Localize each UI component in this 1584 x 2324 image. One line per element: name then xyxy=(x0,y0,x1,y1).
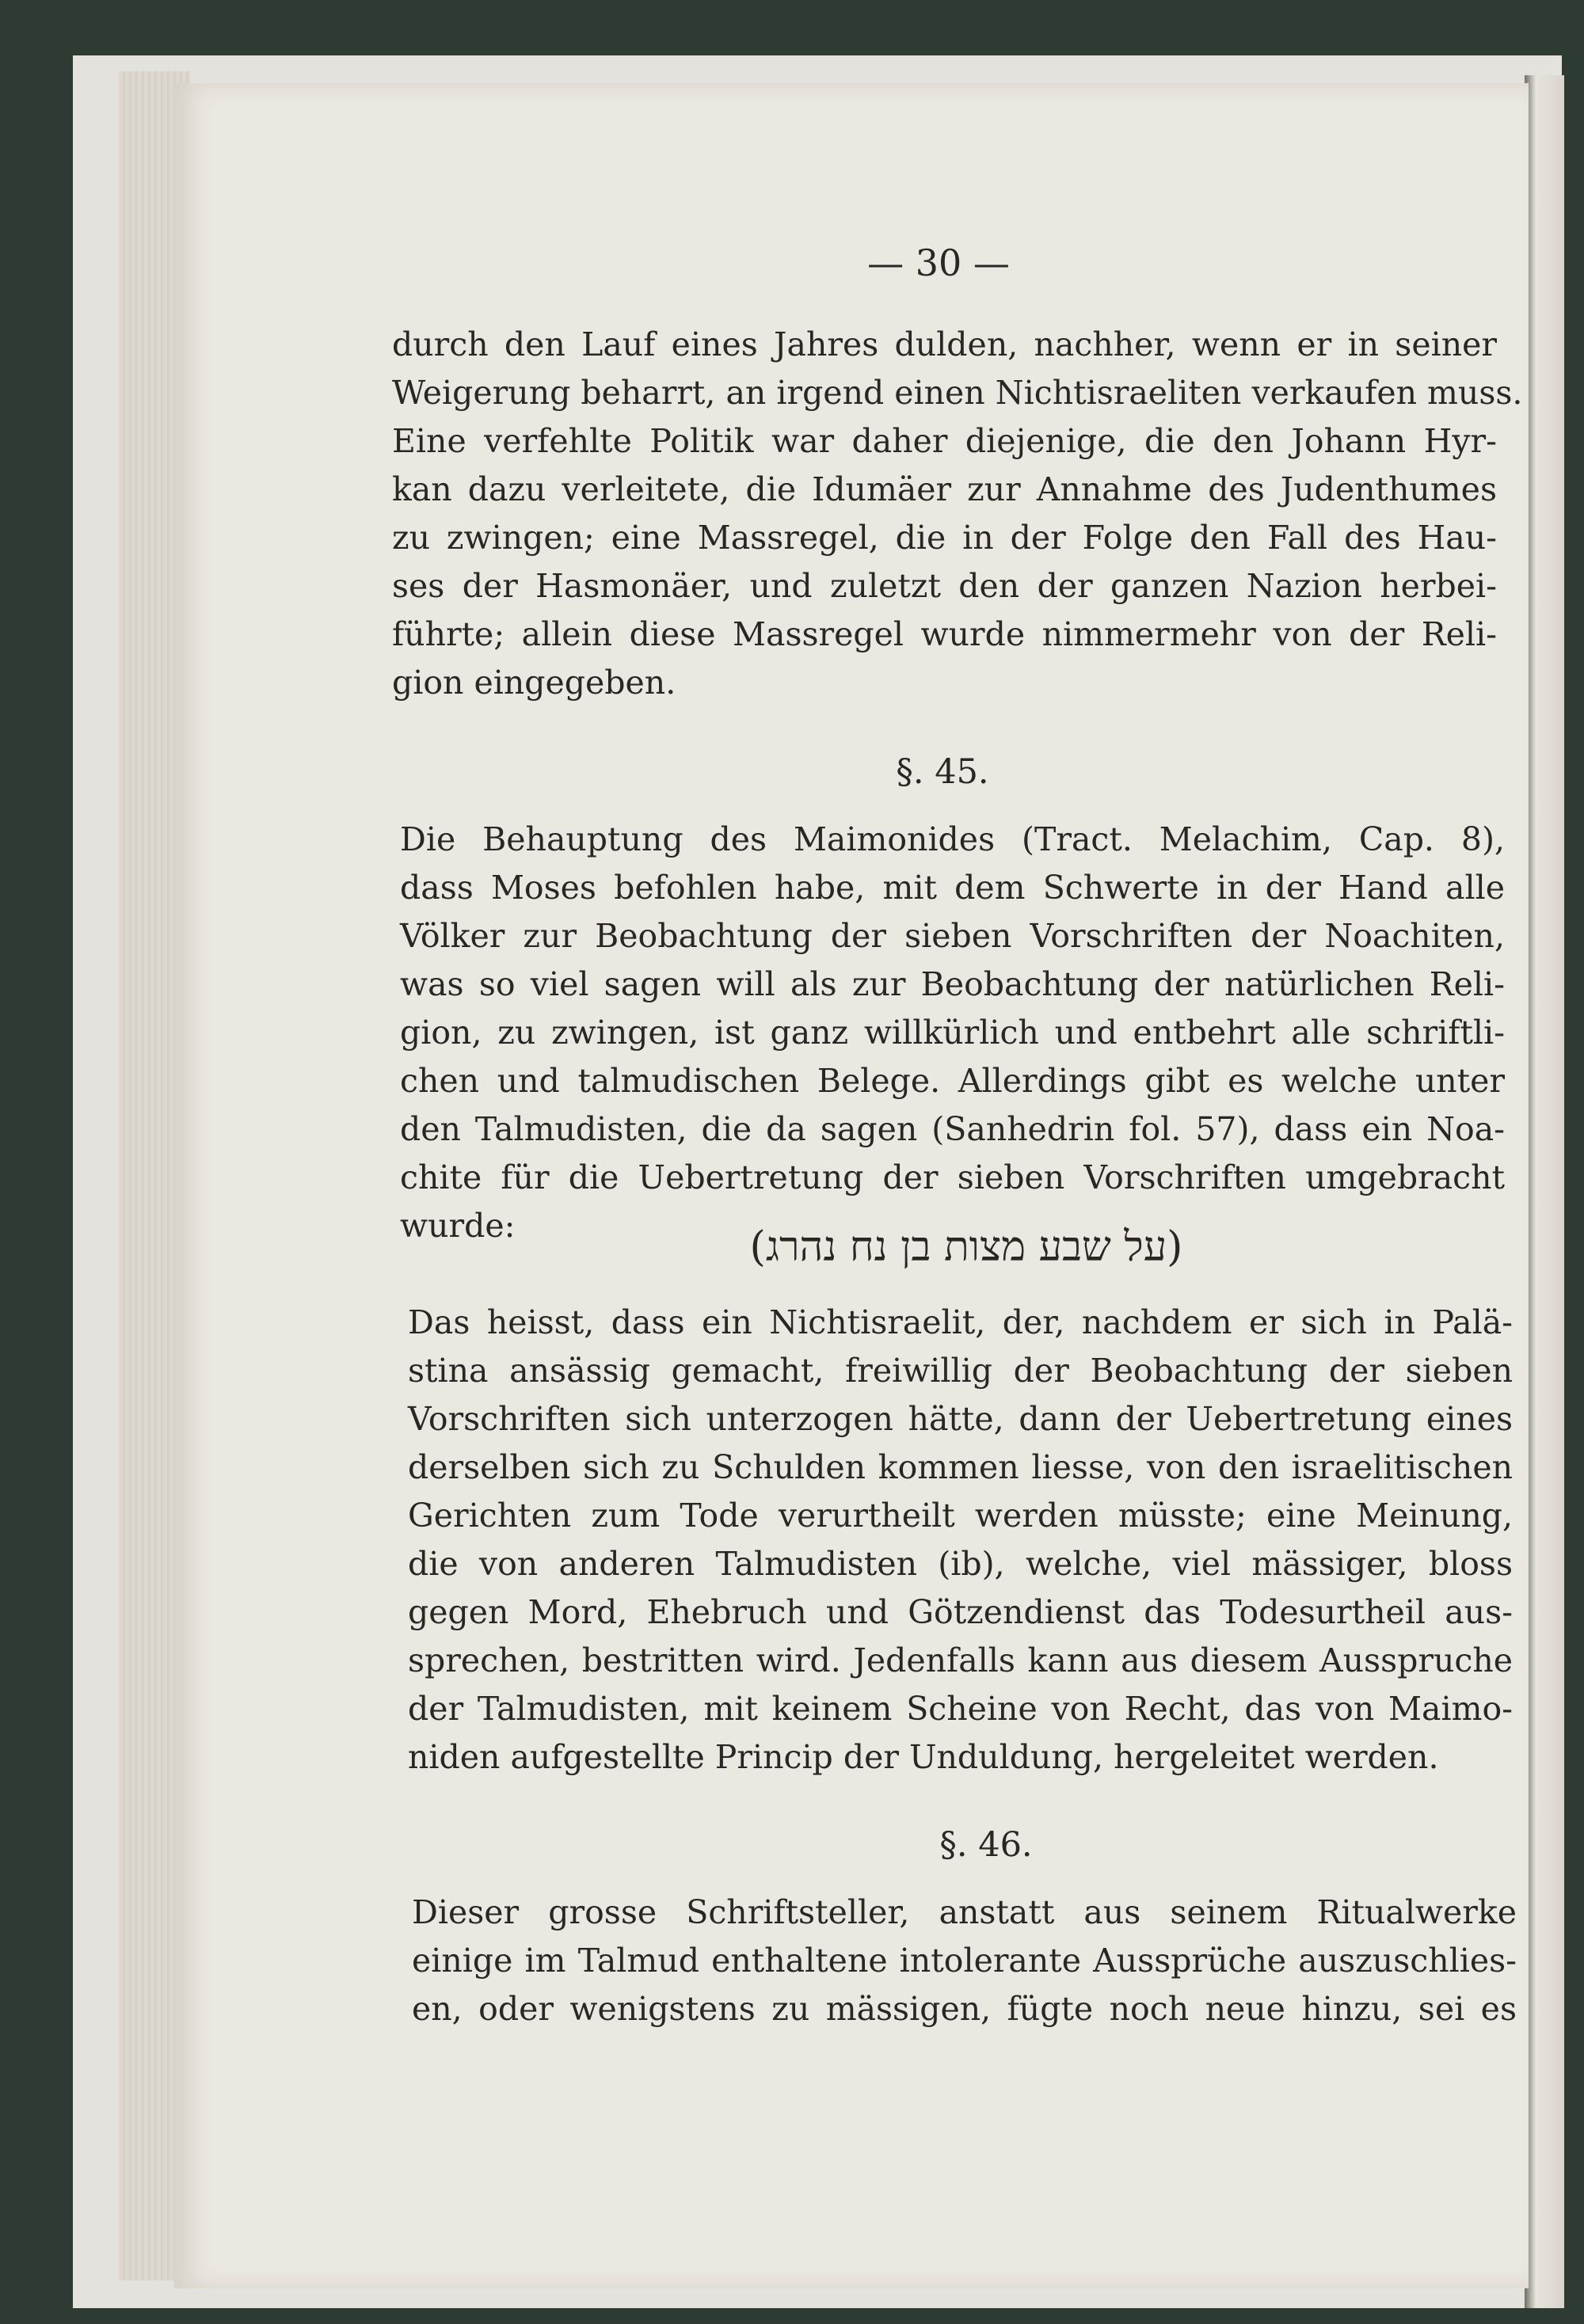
paragraph-3 xyxy=(408,1299,1513,1782)
text-line: gion eingegeben. xyxy=(392,664,676,702)
text-line: zu zwingen; eine Massregel, die in der Folge den Fall des Hau- xyxy=(392,519,1497,557)
right-page-edge xyxy=(1525,75,1564,2308)
text-line: den Talmudisten, die da sagen (Sanhedrin fol. 57), dass ein Noa- xyxy=(400,1110,1505,1148)
text-line: Das heisst, dass ein Nichtisraelit, der, nachdem er sich in Palä- xyxy=(408,1303,1513,1341)
text-line: Eine verfehlte Politik war daher diejenige, die den Johann Hyr- xyxy=(392,422,1497,460)
paragraph-4 xyxy=(412,1888,1517,2033)
section-heading-46: §. 46. xyxy=(939,1825,1033,1865)
text-line: derselben sich zu Schulden kommen liesse, von den israelitischen xyxy=(408,1448,1513,1486)
text-line: gion, zu zwingen, ist ganz willkürlich und entbehrt alle schriftli- xyxy=(400,1014,1505,1052)
text-line: wurde: xyxy=(400,1207,516,1245)
paragraph-2 xyxy=(400,816,1505,1250)
text-line: chen und talmudischen Belege. Allerdings gibt es welche unter xyxy=(400,1062,1505,1100)
text-line: führte; allein diese Massregel wurde nimmermehr von der Reli- xyxy=(392,615,1497,653)
text-line: sprechen, bestritten wird. Jedenfalls kann aus diesem Ausspruche xyxy=(408,1641,1513,1679)
text-line: Die Behauptung des Maimonides (Tract. Melachim, Cap. 8), xyxy=(400,820,1505,858)
paragraph-1 xyxy=(392,321,1523,707)
text-line: en, oder wenigstens zu mässigen, fügte noch neue hinzu, sei es xyxy=(412,1990,1517,2028)
text-line: Völker zur Beobachtung der sieben Vorschriften der Noachiten, xyxy=(400,917,1505,955)
text-line: stina ansässig gemacht, freiwillig der Beobachtung der sieben xyxy=(408,1352,1513,1390)
text-line: niden aufgestellte Princip der Unduldung, hergeleitet werden. xyxy=(408,1738,1439,1776)
page-number: — 30 — xyxy=(867,242,1010,284)
text-line: dass Moses befohlen habe, mit dem Schwerte in der Hand alle xyxy=(400,869,1505,907)
text-line: kan dazu verleitete, die Idumäer zur Annahme des Judenthumes xyxy=(392,470,1497,508)
text-line: einige im Talmud enthaltene intolerante Aussprüche auszuschlies- xyxy=(412,1942,1517,1980)
text-line: ses der Hasmonäer, und zuletzt den der ganzen Nazion herbei- xyxy=(392,567,1497,605)
section-heading-45: §. 45. xyxy=(896,752,989,792)
text-line: Weigerung beharrt, an irgend einen Nichtisraeliten verkaufen muss. xyxy=(392,374,1523,412)
text-line: chite für die Uebertretung der sieben Vorschriften umgebracht xyxy=(400,1158,1505,1196)
text-line: durch den Lauf eines Jahres dulden, nachher, wenn er in seiner xyxy=(392,325,1497,363)
text-line: Dieser grosse Schriftsteller, anstatt aus seinem Ritualwerke xyxy=(412,1893,1517,1931)
text-line: was so viel sagen will als zur Beobachtung der natürlichen Reli- xyxy=(400,965,1505,1003)
text-line: Gerichten zum Tode verurtheilt werden müsste; eine Meinung, xyxy=(408,1497,1513,1535)
text-line: die von anderen Talmudisten (ib), welche, viel mässiger, bloss xyxy=(408,1545,1513,1583)
text-line: gegen Mord, Ehebruch und Götzendienst das Todesurtheil aus- xyxy=(408,1593,1513,1631)
hebrew-quote: (על שבע מצות בן נח נהרג) xyxy=(749,1223,1183,1271)
text-line: Vorschriften sich unterzogen hätte, dann der Uebertretung eines xyxy=(408,1400,1513,1438)
text-line: der Talmudisten, mit keinem Scheine von Recht, das von Maimo- xyxy=(408,1690,1513,1728)
